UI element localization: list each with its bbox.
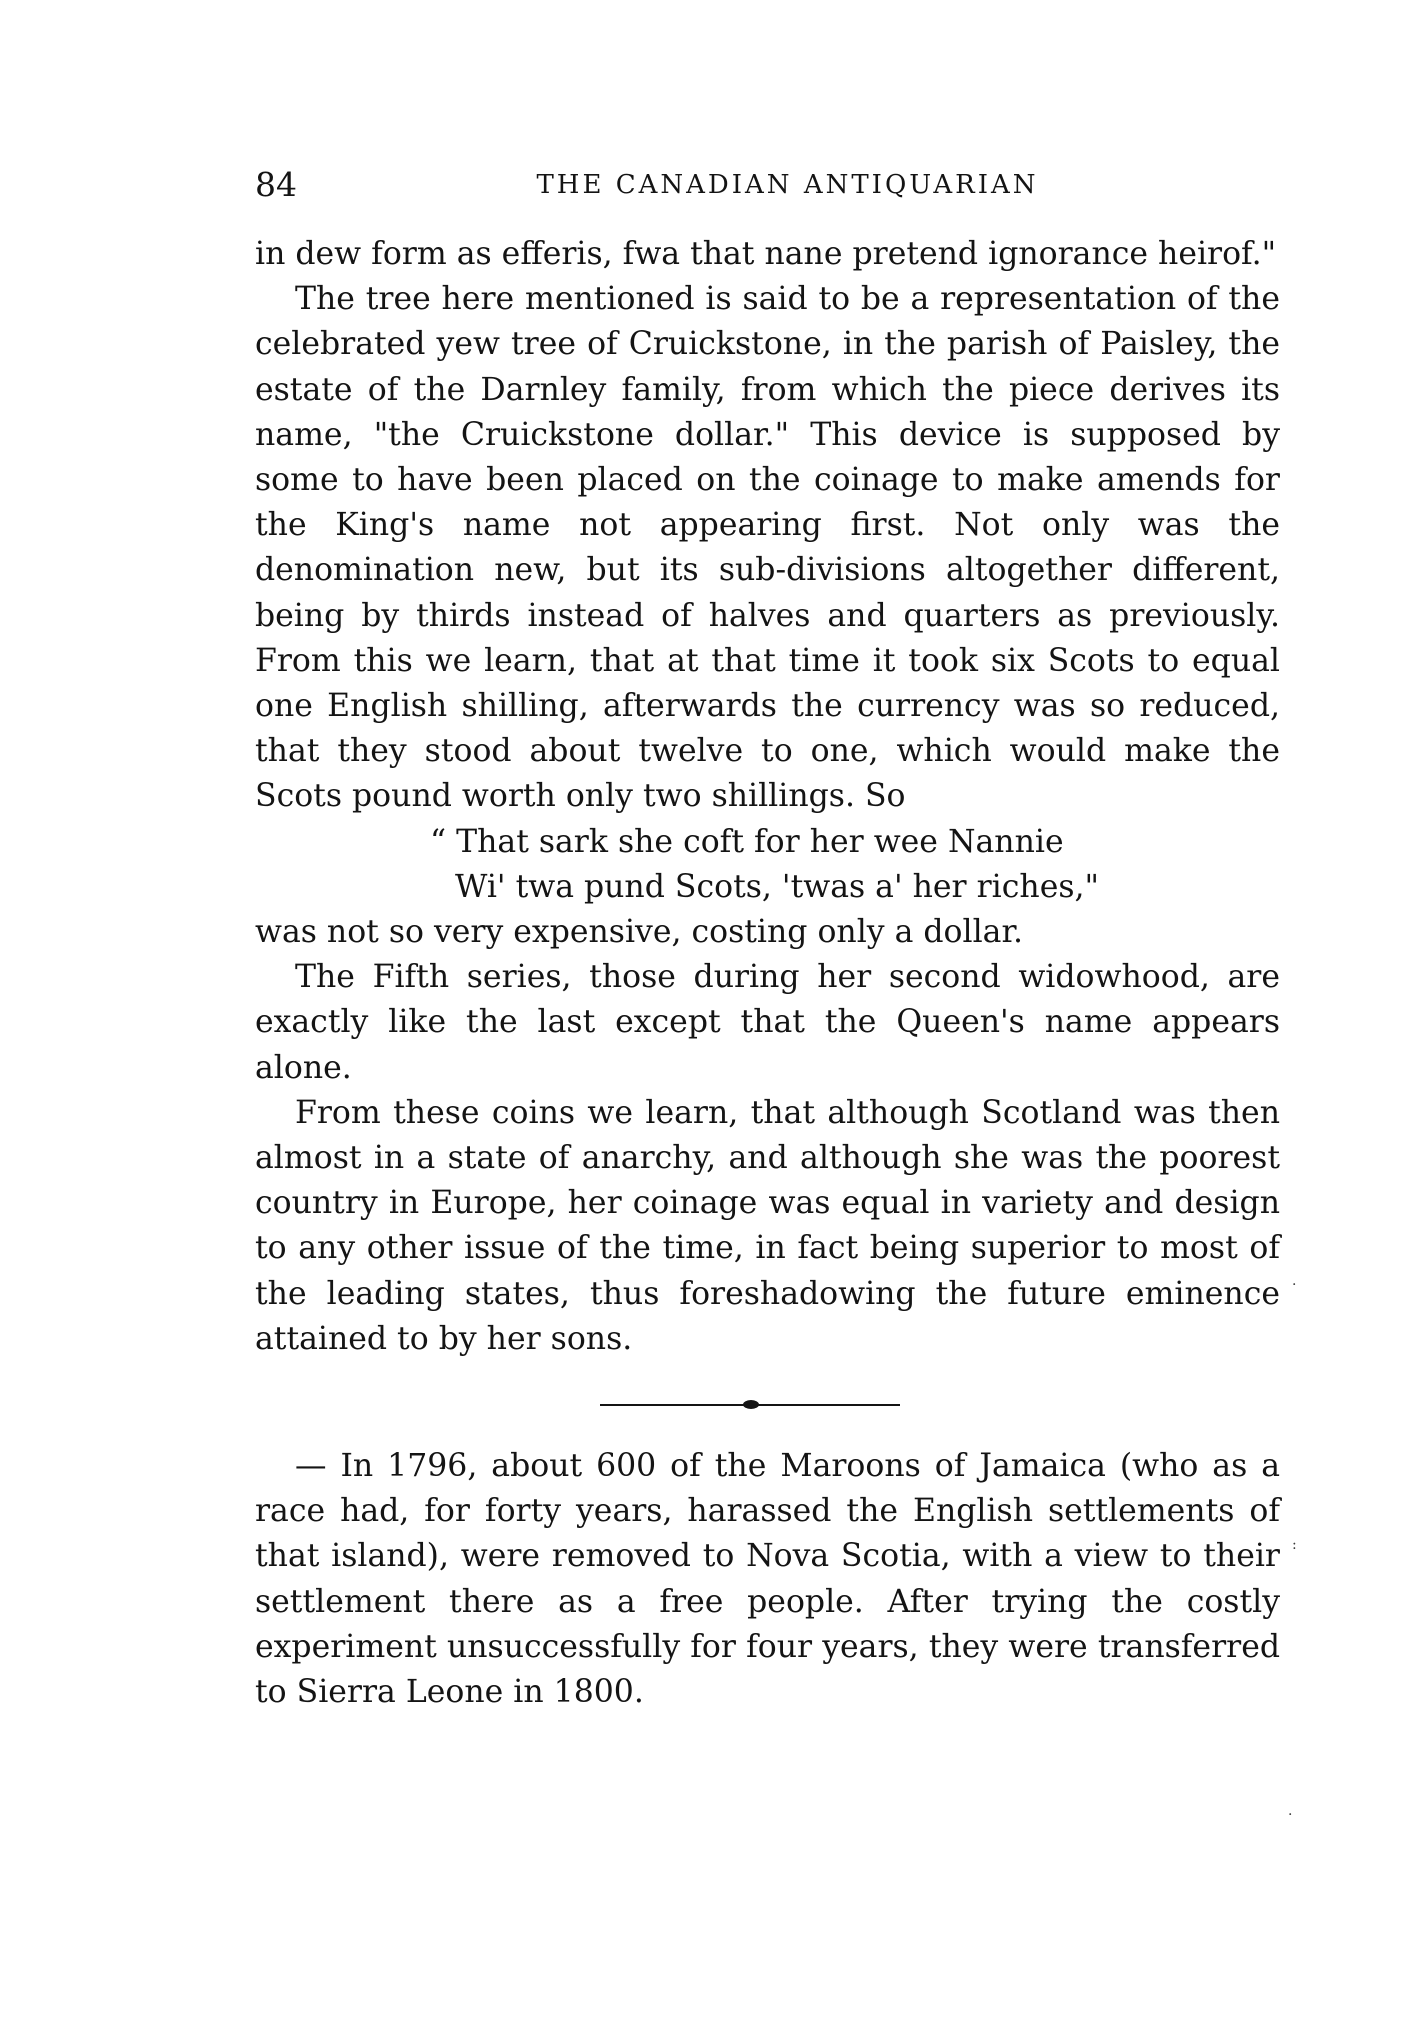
verse-line-2: Wi' twa pund Scots, 'twas a' her riches," — [455, 868, 1099, 905]
paragraph-cruickstone-dollar: The tree here mentioned is said to be a representation of the celebrated yew tree of Cruickstone, in the parish of Paisley, the estate of the Darnley family, from which the piece derives its name, "the Cruickstone dollar." This device is supposed by some to have been placed on the coinage to make amends for the King's name not appearing first. Not only was the denomination new, but its sub-divisions altogether different, being by thirds instead of halves and quarters as previously. From this we learn, that at that time it took six Scots to equal one English shilling, afterwards the currency was so reduced, that they stood about twelve to one, which would make the Scots pound worth only two shillings. So — [255, 281, 1280, 815]
margin-speck: : — [1292, 1537, 1297, 1553]
section-divider — [255, 1362, 1280, 1444]
running-head — [255, 160, 1280, 210]
running-title: THE CANADIAN ANTIQUARIAN — [536, 170, 1039, 200]
paragraph-after-verse: was not so very expensive, costing only a dollar. — [255, 914, 1024, 951]
divider-ornament — [743, 1400, 759, 1409]
body-text — [255, 232, 1280, 1715]
note-maroons: — In 1796, about 600 of the Maroons of Jamaica (who as a race had, for forty years, harassed the English settlements of that island), were removed to Nova Scotia, with a view to their settlement there as a free people. After trying the costly experiment unsuccessfully for four years, they were transferred to Sierra Leone in 1800. — [255, 1448, 1280, 1711]
margin-speck: · — [1288, 1807, 1293, 1823]
margin-speck: · — [1292, 1277, 1297, 1293]
verse-line-1: “ That sark she coft for her wee Nannie — [430, 823, 1064, 860]
paragraph-conclusion: From these coins we learn, that although Scotland was then almost in a state of anarchy, and although she was the poorest country in Europe, her coinage was equal in variety and design to any other issue of the time, in fact being superior to most of the leading states, thus foreshadowing the future eminence attained to by her sons. — [255, 1094, 1280, 1357]
paragraph-fifth-series: The Fifth series, those during her second widowhood, are exactly like the last except that the Queen's name appears alone. — [255, 959, 1280, 1086]
page-number: 84 — [255, 165, 297, 204]
paragraph-continuation: in dew form as efferis, fwa that nane pretend ignorance heirof." — [255, 236, 1277, 272]
